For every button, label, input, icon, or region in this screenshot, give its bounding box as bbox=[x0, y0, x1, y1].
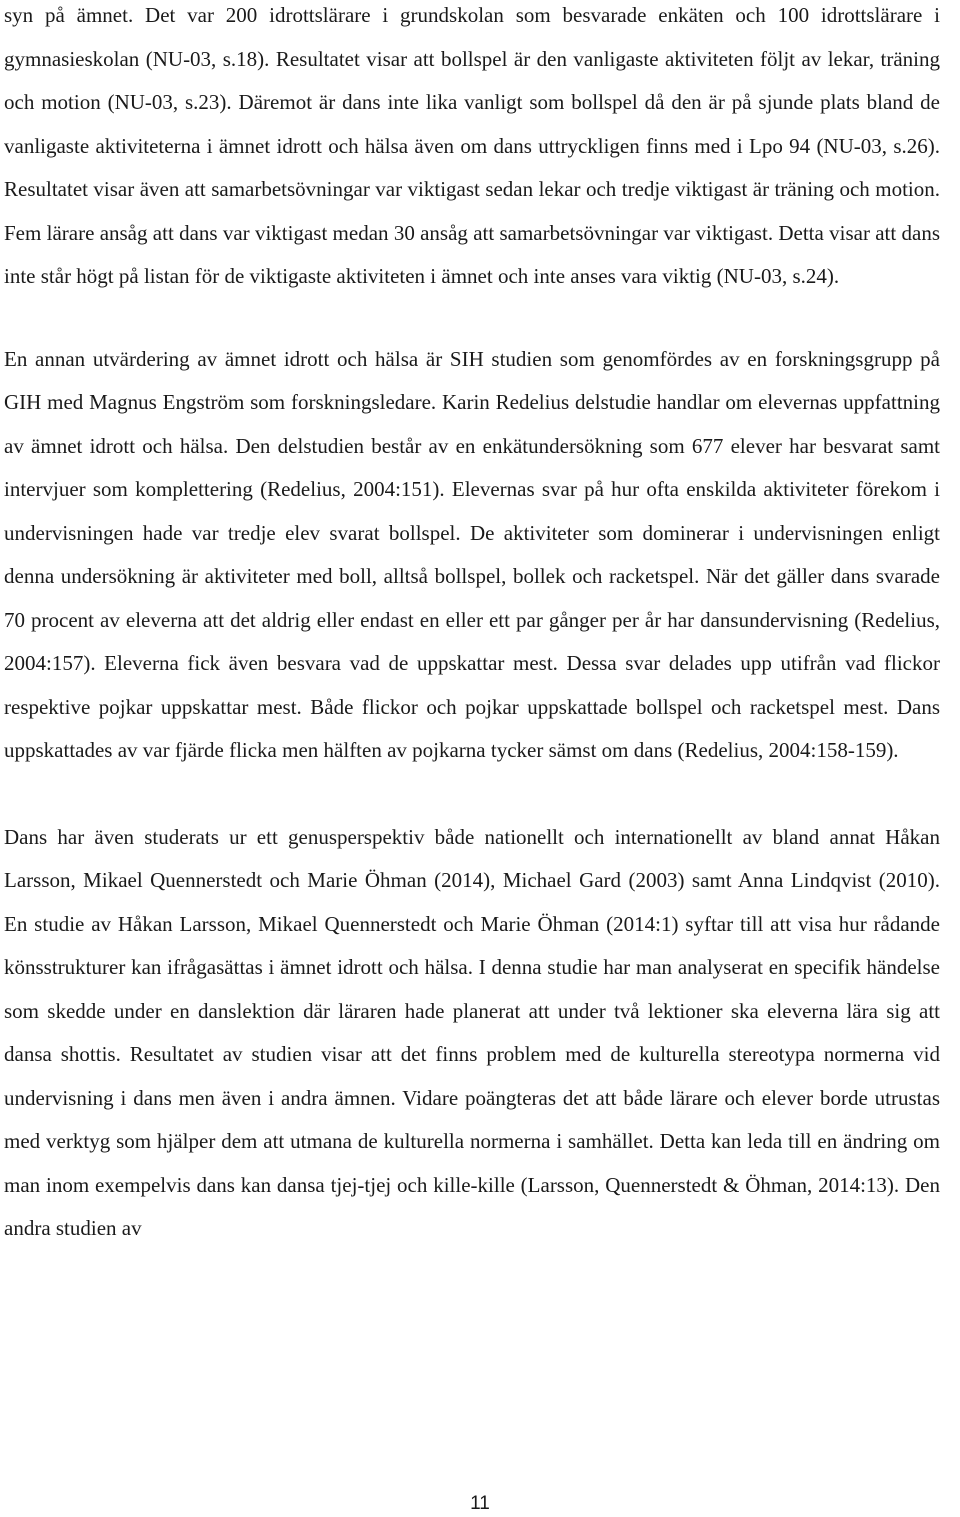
paragraph-gender-perspective: Dans har även studerats ur ett genusperspektiv både nationellt och internationellt av bland annat Håkan Larsson, Mikael Quennerstedt och Marie Öhman (2014), Michael Gard (2003) samt Anna Lindqvist (2010). En studie av Håkan Larsson, Mikael Quennerstedt och Marie Öhman (2014:1) syftar till att visa hur rådande könsstrukturer kan ifrågasättas i ämnet idrott och hälsa. I denna studie har man analyserat en specifik händelse som skedde under en danslektion där läraren hade planerat att under två lektioner ska eleverna lära sig att dansa shottis. Resultatet av studien visar att det finns problem med de kulturella stereotypa normerna vid undervisning i dans men även i andra ämnen. Vidare poängteras det att både lärare och elever borde utrustas med verktyg som hjälper dem att utmana de kulturella normerna i samhället. Detta kan leda till en ändring om man inom exempelvis dans kan dansa tjej-tjej och kille-kille (Larsson, Quennerstedt & Öhman, 2014:13). Den andra studien av bbox=[4, 824, 940, 1240]
page-number: 11 bbox=[470, 1493, 490, 1514]
document-page bbox=[4, 0, 940, 1251]
paragraph-nu03-survey: syn på ämnet. Det var 200 idrottslärare i grundskolan som besvarade enkäten och 100 idrottslärare i gymnasieskolan (NU-03, s.18). Resultatet visar att bollspel är den vanligaste aktiviteten följt av lekar, träning och motion (NU-03, s.23). Däremot är dans inte lika vanligt som bollspel då den är på sjunde plats bland de vanligaste aktiviteterna i ämnet idrott och hälsa även om dans uttryckligen finns med i Lpo 94 (NU-03, s.26). Resultatet visar även att samarbetsövningar var viktigast sedan lekar och tredje viktigast är träning och motion. Fem lärare ansåg att dans var viktigast medan 30 ansåg att samarbetsövningar var viktigast. Detta visar att dans inte står högt på listan för de viktigaste aktiviteten i ämnet och inte anses vara viktig (NU-03, s.24). bbox=[4, 3, 940, 288]
paragraph-sih-study: En annan utvärdering av ämnet idrott och hälsa är SIH studien som genomfördes av en forskningsgrupp på GIH med Magnus Engström som forskningsledare. Karin Redelius delstudie handlar om elevernas uppfattning av ämnet idrott och hälsa. Den delstudien består av en enkätundersökning som 677 elever har besvarat samt intervjuer som komplettering (Redelius, 2004:151). Elevernas svar på hur ofta enskilda aktiviteter förekom i undervisningen hade var tredje elev svarat bollspel. De aktiviteter som dominerar i undervisningen enligt denna undersökning är aktiviteter med boll, alltså bollspel, bollek och racketspel. När det gäller dans svarade 70 procent av eleverna att det aldrig eller endast en eller ett par gånger per år har dansundervisning (Redelius, 2004:157). Eleverna fick även besvara vad de uppskattar mest. Dessa svar delades upp utifrån vad flickor respektive pojkar uppskattar mest. Både flickor och pojkar uppskattade bollspel och racketspel mest. Dans uppskattades av var fjärde flicka men hälften av pojkarna tycker sämst om dans (Redelius, 2004:158-159). bbox=[4, 346, 940, 762]
